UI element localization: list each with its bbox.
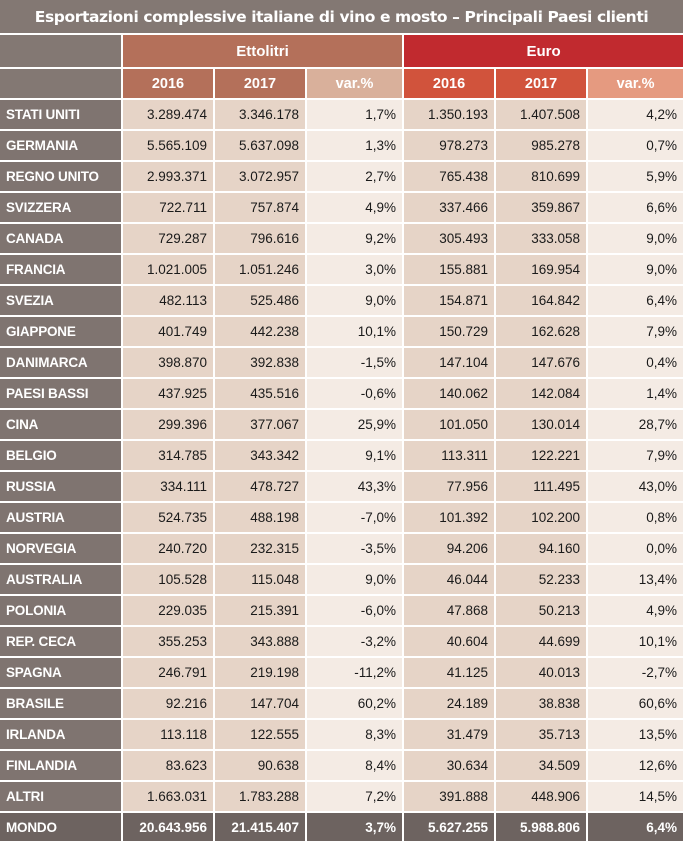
ettolitri-var-cell: 1,3%: [306, 130, 403, 161]
euro-2017-cell: 35.713: [495, 719, 587, 750]
ettolitri-2016-cell: 246.791: [122, 657, 214, 688]
ettolitri-2016-cell: 524.735: [122, 502, 214, 533]
euro-2016-cell: 765.438: [403, 161, 495, 192]
total-euro-2016-cell: 5.627.255: [403, 812, 495, 842]
euro-var-cell: 43,0%: [587, 471, 683, 502]
country-cell: BELGIO: [0, 440, 122, 471]
euro-2016-cell: 94.206: [403, 533, 495, 564]
ettolitri-2017-cell: 219.198: [214, 657, 306, 688]
ettolitri-var-cell: 7,2%: [306, 781, 403, 812]
ettolitri-var-cell: -11,2%: [306, 657, 403, 688]
header-corner-sub: [0, 68, 122, 99]
country-cell: AUSTRALIA: [0, 564, 122, 595]
euro-var-cell: 12,6%: [587, 750, 683, 781]
group-header-euro: Euro: [403, 35, 683, 68]
table-row: [0, 316, 683, 347]
total-euro-var-cell: 6,4%: [587, 812, 683, 842]
country-cell: GIAPPONE: [0, 316, 122, 347]
table-row: [0, 409, 683, 440]
euro-2017-cell: 122.221: [495, 440, 587, 471]
euro-2017-cell: 130.014: [495, 409, 587, 440]
ettolitri-var-cell: 8,4%: [306, 750, 403, 781]
ettolitri-var-cell: 25,9%: [306, 409, 403, 440]
euro-2017-cell: 111.495: [495, 471, 587, 502]
table-row: [0, 564, 683, 595]
total-country-cell: MONDO: [0, 812, 122, 842]
euro-2017-cell: 142.084: [495, 378, 587, 409]
table-row: [0, 471, 683, 502]
ettolitri-2016-cell: 482.113: [122, 285, 214, 316]
country-cell: NORVEGIA: [0, 533, 122, 564]
ettolitri-2016-cell: 113.118: [122, 719, 214, 750]
ettolitri-var-cell: 1,7%: [306, 99, 403, 130]
ettolitri-2017-cell: 3.072.957: [214, 161, 306, 192]
ettolitri-var-cell: 9,2%: [306, 223, 403, 254]
country-cell: ALTRI: [0, 781, 122, 812]
table-row: [0, 688, 683, 719]
header-corner: [0, 35, 122, 68]
euro-2016-cell: 30.634: [403, 750, 495, 781]
ettolitri-2016-cell: 92.216: [122, 688, 214, 719]
total-euro-2017-cell: 5.988.806: [495, 812, 587, 842]
ettolitri-2017-cell: 115.048: [214, 564, 306, 595]
euro-2016-cell: 47.868: [403, 595, 495, 626]
euro-2017-cell: 162.628: [495, 316, 587, 347]
ettolitri-var-cell: -1,5%: [306, 347, 403, 378]
euro-2017-cell: 44.699: [495, 626, 587, 657]
ettolitri-2017-cell: 1.051.246: [214, 254, 306, 285]
ettolitri-2016-cell: 83.623: [122, 750, 214, 781]
table-row: [0, 285, 683, 316]
euro-var-cell: 60,6%: [587, 688, 683, 719]
euro-var-cell: 10,1%: [587, 626, 683, 657]
ettolitri-2017-cell: 90.638: [214, 750, 306, 781]
euro-var-cell: 7,9%: [587, 440, 683, 471]
table-row: [0, 192, 683, 223]
col-header-euro-2016: 2016: [403, 68, 495, 99]
ettolitri-2017-cell: 757.874: [214, 192, 306, 223]
euro-var-cell: 7,9%: [587, 316, 683, 347]
ettolitri-var-cell: 60,2%: [306, 688, 403, 719]
ettolitri-2017-cell: 1.783.288: [214, 781, 306, 812]
euro-2016-cell: 101.050: [403, 409, 495, 440]
ettolitri-2017-cell: 488.198: [214, 502, 306, 533]
ettolitri-var-cell: 9,1%: [306, 440, 403, 471]
ettolitri-2016-cell: 240.720: [122, 533, 214, 564]
euro-2016-cell: 140.062: [403, 378, 495, 409]
ettolitri-2016-cell: 334.111: [122, 471, 214, 502]
ettolitri-2017-cell: 392.838: [214, 347, 306, 378]
euro-var-cell: 9,0%: [587, 223, 683, 254]
country-cell: CINA: [0, 409, 122, 440]
country-cell: DANIMARCA: [0, 347, 122, 378]
euro-var-cell: 0,7%: [587, 130, 683, 161]
col-header-ettolitri-2016: 2016: [122, 68, 214, 99]
euro-2017-cell: 448.906: [495, 781, 587, 812]
table-row: [0, 502, 683, 533]
ettolitri-var-cell: -3,5%: [306, 533, 403, 564]
euro-2016-cell: 46.044: [403, 564, 495, 595]
table-row: [0, 130, 683, 161]
country-cell: SVIZZERA: [0, 192, 122, 223]
ettolitri-var-cell: 10,1%: [306, 316, 403, 347]
table-row: [0, 626, 683, 657]
euro-2016-cell: 24.189: [403, 688, 495, 719]
ettolitri-var-cell: -3,2%: [306, 626, 403, 657]
euro-2017-cell: 810.699: [495, 161, 587, 192]
ettolitri-2016-cell: 5.565.109: [122, 130, 214, 161]
country-cell: SPAGNA: [0, 657, 122, 688]
table-row: [0, 378, 683, 409]
table-row: [0, 657, 683, 688]
ettolitri-2016-cell: 105.528: [122, 564, 214, 595]
ettolitri-2017-cell: 343.888: [214, 626, 306, 657]
euro-2016-cell: 1.350.193: [403, 99, 495, 130]
ettolitri-2016-cell: 299.396: [122, 409, 214, 440]
total-ettolitri-2016-cell: 20.643.956: [122, 812, 214, 842]
euro-2016-cell: 978.273: [403, 130, 495, 161]
ettolitri-2016-cell: 3.289.474: [122, 99, 214, 130]
total-row: [0, 812, 683, 842]
country-cell: POLONIA: [0, 595, 122, 626]
euro-2017-cell: 34.509: [495, 750, 587, 781]
ettolitri-2016-cell: 229.035: [122, 595, 214, 626]
country-cell: BRASILE: [0, 688, 122, 719]
euro-var-cell: 0,8%: [587, 502, 683, 533]
column-header-row: [0, 68, 683, 99]
euro-2016-cell: 155.881: [403, 254, 495, 285]
table-row: [0, 99, 683, 130]
euro-var-cell: -2,7%: [587, 657, 683, 688]
exports-table: [0, 35, 683, 843]
ettolitri-2017-cell: 5.637.098: [214, 130, 306, 161]
euro-2017-cell: 333.058: [495, 223, 587, 254]
country-cell: REGNO UNITO: [0, 161, 122, 192]
euro-var-cell: 5,9%: [587, 161, 683, 192]
country-cell: FINLANDIA: [0, 750, 122, 781]
country-cell: GERMANIA: [0, 130, 122, 161]
table-row: [0, 719, 683, 750]
col-header-ettolitri-var: var.%: [306, 68, 403, 99]
ettolitri-var-cell: 4,9%: [306, 192, 403, 223]
euro-2016-cell: 391.888: [403, 781, 495, 812]
ettolitri-2017-cell: 3.346.178: [214, 99, 306, 130]
country-cell: CANADA: [0, 223, 122, 254]
ettolitri-2016-cell: 722.711: [122, 192, 214, 223]
country-cell: AUSTRIA: [0, 502, 122, 533]
euro-2017-cell: 147.676: [495, 347, 587, 378]
ettolitri-2016-cell: 314.785: [122, 440, 214, 471]
euro-2016-cell: 41.125: [403, 657, 495, 688]
ettolitri-var-cell: 3,0%: [306, 254, 403, 285]
ettolitri-2017-cell: 435.516: [214, 378, 306, 409]
euro-2016-cell: 154.871: [403, 285, 495, 316]
table-row: [0, 595, 683, 626]
euro-2016-cell: 77.956: [403, 471, 495, 502]
ettolitri-2016-cell: 729.287: [122, 223, 214, 254]
euro-var-cell: 28,7%: [587, 409, 683, 440]
group-header-ettolitri: Ettolitri: [122, 35, 403, 68]
total-ettolitri-var-cell: 3,7%: [306, 812, 403, 842]
total-ettolitri-2017-cell: 21.415.407: [214, 812, 306, 842]
euro-var-cell: 4,9%: [587, 595, 683, 626]
ettolitri-2016-cell: 1.663.031: [122, 781, 214, 812]
euro-2016-cell: 337.466: [403, 192, 495, 223]
euro-var-cell: 0,4%: [587, 347, 683, 378]
ettolitri-var-cell: -7,0%: [306, 502, 403, 533]
ettolitri-var-cell: 43,3%: [306, 471, 403, 502]
country-cell: FRANCIA: [0, 254, 122, 285]
table-body: [0, 99, 683, 812]
col-header-euro-var: var.%: [587, 68, 683, 99]
country-cell: SVEZIA: [0, 285, 122, 316]
euro-2017-cell: 40.013: [495, 657, 587, 688]
table-row: [0, 161, 683, 192]
euro-2017-cell: 169.954: [495, 254, 587, 285]
table-row: [0, 750, 683, 781]
country-cell: RUSSIA: [0, 471, 122, 502]
country-cell: STATI UNITI: [0, 99, 122, 130]
col-header-ettolitri-2017: 2017: [214, 68, 306, 99]
ettolitri-var-cell: 2,7%: [306, 161, 403, 192]
table-row: [0, 781, 683, 812]
euro-2016-cell: 147.104: [403, 347, 495, 378]
ettolitri-2017-cell: 343.342: [214, 440, 306, 471]
euro-var-cell: 9,0%: [587, 254, 683, 285]
table-row: [0, 223, 683, 254]
table-title: Esportazioni complessive italiane di vino e mosto – Principali Paesi clienti: [0, 0, 683, 35]
ettolitri-2016-cell: 401.749: [122, 316, 214, 347]
euro-var-cell: 0,0%: [587, 533, 683, 564]
table-row: [0, 533, 683, 564]
euro-var-cell: 6,4%: [587, 285, 683, 316]
ettolitri-var-cell: -6,0%: [306, 595, 403, 626]
ettolitri-var-cell: -0,6%: [306, 378, 403, 409]
euro-2016-cell: 101.392: [403, 502, 495, 533]
col-header-euro-2017: 2017: [495, 68, 587, 99]
table-row: [0, 347, 683, 378]
table-row: [0, 440, 683, 471]
euro-2016-cell: 40.604: [403, 626, 495, 657]
ettolitri-2017-cell: 525.486: [214, 285, 306, 316]
table-row: [0, 254, 683, 285]
euro-2017-cell: 50.213: [495, 595, 587, 626]
ettolitri-2017-cell: 478.727: [214, 471, 306, 502]
euro-2017-cell: 985.278: [495, 130, 587, 161]
ettolitri-2017-cell: 122.555: [214, 719, 306, 750]
euro-2017-cell: 52.233: [495, 564, 587, 595]
ettolitri-2017-cell: 232.315: [214, 533, 306, 564]
ettolitri-var-cell: 9,0%: [306, 564, 403, 595]
euro-var-cell: 4,2%: [587, 99, 683, 130]
euro-var-cell: 13,4%: [587, 564, 683, 595]
country-cell: REP. CECA: [0, 626, 122, 657]
ettolitri-2016-cell: 355.253: [122, 626, 214, 657]
ettolitri-var-cell: 8,3%: [306, 719, 403, 750]
euro-2016-cell: 31.479: [403, 719, 495, 750]
ettolitri-2017-cell: 377.067: [214, 409, 306, 440]
euro-2016-cell: 150.729: [403, 316, 495, 347]
ettolitri-2016-cell: 2.993.371: [122, 161, 214, 192]
euro-2016-cell: 113.311: [403, 440, 495, 471]
country-cell: IRLANDA: [0, 719, 122, 750]
euro-var-cell: 6,6%: [587, 192, 683, 223]
ettolitri-2016-cell: 398.870: [122, 347, 214, 378]
euro-2017-cell: 94.160: [495, 533, 587, 564]
ettolitri-2017-cell: 147.704: [214, 688, 306, 719]
ettolitri-2016-cell: 437.925: [122, 378, 214, 409]
euro-var-cell: 13,5%: [587, 719, 683, 750]
ettolitri-var-cell: 9,0%: [306, 285, 403, 316]
ettolitri-2017-cell: 796.616: [214, 223, 306, 254]
euro-2016-cell: 305.493: [403, 223, 495, 254]
euro-var-cell: 1,4%: [587, 378, 683, 409]
country-cell: PAESI BASSI: [0, 378, 122, 409]
euro-2017-cell: 164.842: [495, 285, 587, 316]
ettolitri-2017-cell: 215.391: [214, 595, 306, 626]
euro-2017-cell: 102.200: [495, 502, 587, 533]
euro-2017-cell: 359.867: [495, 192, 587, 223]
ettolitri-2017-cell: 442.238: [214, 316, 306, 347]
euro-var-cell: 14,5%: [587, 781, 683, 812]
euro-2017-cell: 1.407.508: [495, 99, 587, 130]
ettolitri-2016-cell: 1.021.005: [122, 254, 214, 285]
euro-2017-cell: 38.838: [495, 688, 587, 719]
group-header-row: [0, 35, 683, 68]
